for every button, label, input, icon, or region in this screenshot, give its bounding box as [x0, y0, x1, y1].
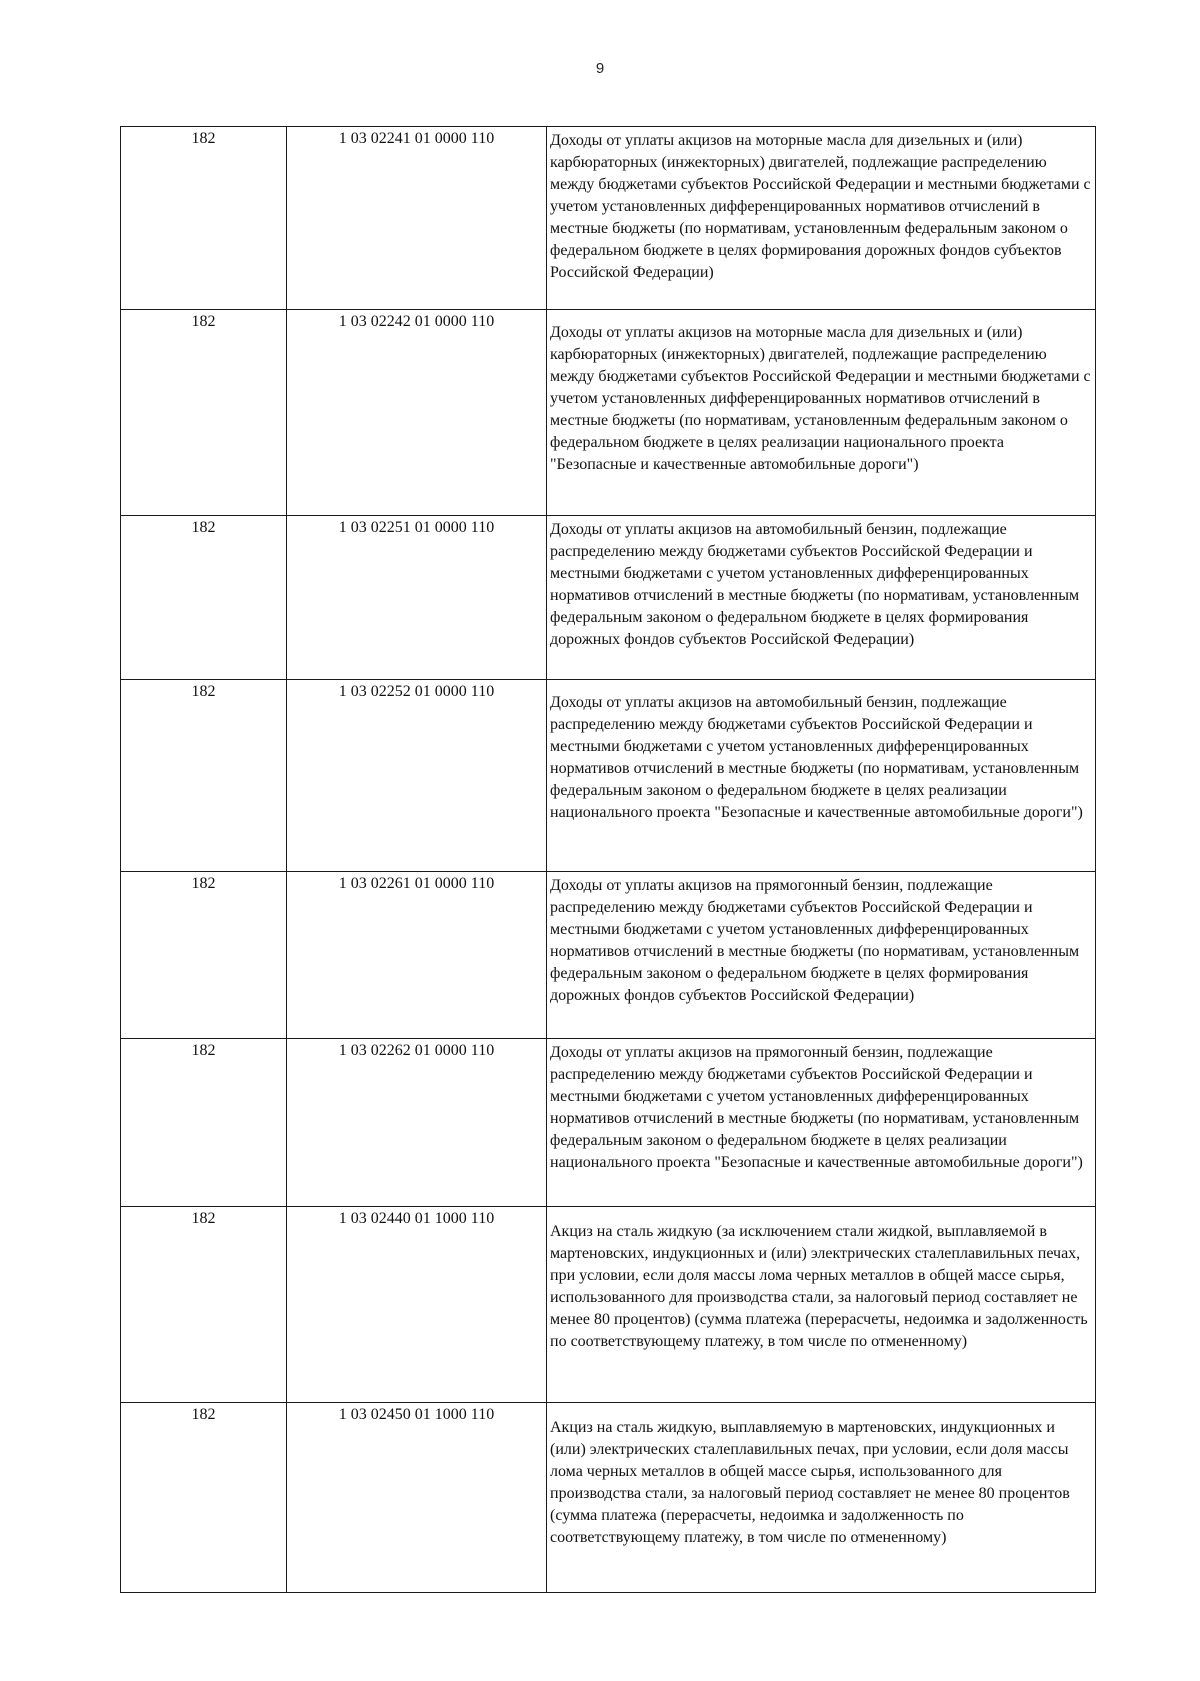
table-row	[121, 872, 1096, 1039]
page-number: 9	[595, 60, 605, 77]
admin-code-cell: 182	[121, 1039, 287, 1207]
description-cell: Доходы от уплаты акцизов на моторные масла для дизельных и (или) карбюраторных (инжекторных) двигателей, подлежащие распределению между бюджетами субъектов Российской Федерации и местными бюджетами с учетом установленных дифференцированных нормативов отчислений в местные бюджеты (по нормативам, установленным федеральным законом о федеральном бюджете в целях формирования дорожных фондов субъектов Российской Федерации)	[547, 127, 1096, 310]
admin-code-cell: 182	[121, 680, 287, 872]
admin-code-cell: 182	[121, 872, 287, 1039]
table-row	[121, 1403, 1096, 1593]
kbk-code-cell: 1 03 02261 01 0000 110	[287, 872, 547, 1039]
admin-code-cell: 182	[121, 127, 287, 310]
kbk-code-cell: 1 03 02251 01 0000 110	[287, 516, 547, 680]
kbk-code-cell: 1 03 02440 01 1000 110	[287, 1207, 547, 1403]
table-row	[121, 1207, 1096, 1403]
table-row	[121, 516, 1096, 680]
kbk-code-cell: 1 03 02262 01 0000 110	[287, 1039, 547, 1207]
description-cell: Доходы от уплаты акцизов на прямогонный бензин, подлежащие распределению между бюджетами субъектов Российской Федерации и местными бюджетами с учетом установленных дифференцированных нормативов отчислений в местные бюджеты (по нормативам, установленным федеральным законом о федеральном бюджете в целях формирования дорожных фондов субъектов Российской Федерации)	[547, 872, 1096, 1039]
admin-code-cell: 182	[121, 1207, 287, 1403]
kbk-code-cell: 1 03 02242 01 0000 110	[287, 310, 547, 516]
admin-code-cell: 182	[121, 1403, 287, 1593]
table-row	[121, 310, 1096, 516]
description-cell: Доходы от уплаты акцизов на автомобильный бензин, подлежащие распределению между бюджетами субъектов Российской Федерации и местными бюджетами с учетом установленных дифференцированных нормативов отчислений в местные бюджеты (по нормативам, установленным федеральным законом о федеральном бюджете в целях реализации национального проекта "Безопасные и качественные автомобильные дороги")	[547, 680, 1096, 872]
table-row	[121, 127, 1096, 310]
admin-code-cell: 182	[121, 516, 287, 680]
description-cell: Акциз на сталь жидкую (за исключением стали жидкой, выплавляемой в мартеновских, индукционных и (или) электрических сталеплавильных печах, при условии, если доля массы лома черных металлов в общей массе сырья, использованного для производства стали, за налоговый период составляет не менее 80 процентов) (сумма платежа (перерасчеты, недоимка и задолженность по соответствующему платежу, в том числе по отмененному)	[547, 1207, 1096, 1403]
revenue-codes-table	[120, 126, 1096, 1593]
description-cell: Доходы от уплаты акцизов на автомобильный бензин, подлежащие распределению между бюджетами субъектов Российской Федерации и местными бюджетами с учетом установленных дифференцированных нормативов отчислений в местные бюджеты (по нормативам, установленным федеральным законом о федеральном бюджете в целях формирования дорожных фондов субъектов Российской Федерации)	[547, 516, 1096, 680]
kbk-code-cell: 1 03 02241 01 0000 110	[287, 127, 547, 310]
kbk-code-cell: 1 03 02450 01 1000 110	[287, 1403, 547, 1593]
table-row	[121, 680, 1096, 872]
description-cell: Доходы от уплаты акцизов на прямогонный бензин, подлежащие распределению между бюджетами субъектов Российской Федерации и местными бюджетами с учетом установленных дифференцированных нормативов отчислений в местные бюджеты (по нормативам, установленным федеральным законом о федеральном бюджете в целях реализации национального проекта "Безопасные и качественные автомобильные дороги")	[547, 1039, 1096, 1207]
description-cell: Акциз на сталь жидкую, выплавляемую в мартеновских, индукционных и (или) электрических сталеплавильных печах, при условии, если доля массы лома черных металлов в общей массе сырья, использованного для производства стали, за налоговый период составляет не менее 80 процентов (сумма платежа (перерасчеты, недоимка и задолженность по соответствующему платежу, в том числе по отмененному)	[547, 1403, 1096, 1593]
kbk-code-cell: 1 03 02252 01 0000 110	[287, 680, 547, 872]
description-cell: Доходы от уплаты акцизов на моторные масла для дизельных и (или) карбюраторных (инжекторных) двигателей, подлежащие распределению между бюджетами субъектов Российской Федерации и местными бюджетами с учетом установленных дифференцированных нормативов отчислений в местные бюджеты (по нормативам, установленным федеральным законом о федеральном бюджете в целях реализации национального проекта "Безопасные и качественные автомобильные дороги")	[547, 310, 1096, 516]
admin-code-cell: 182	[121, 310, 287, 516]
table-row	[121, 1039, 1096, 1207]
